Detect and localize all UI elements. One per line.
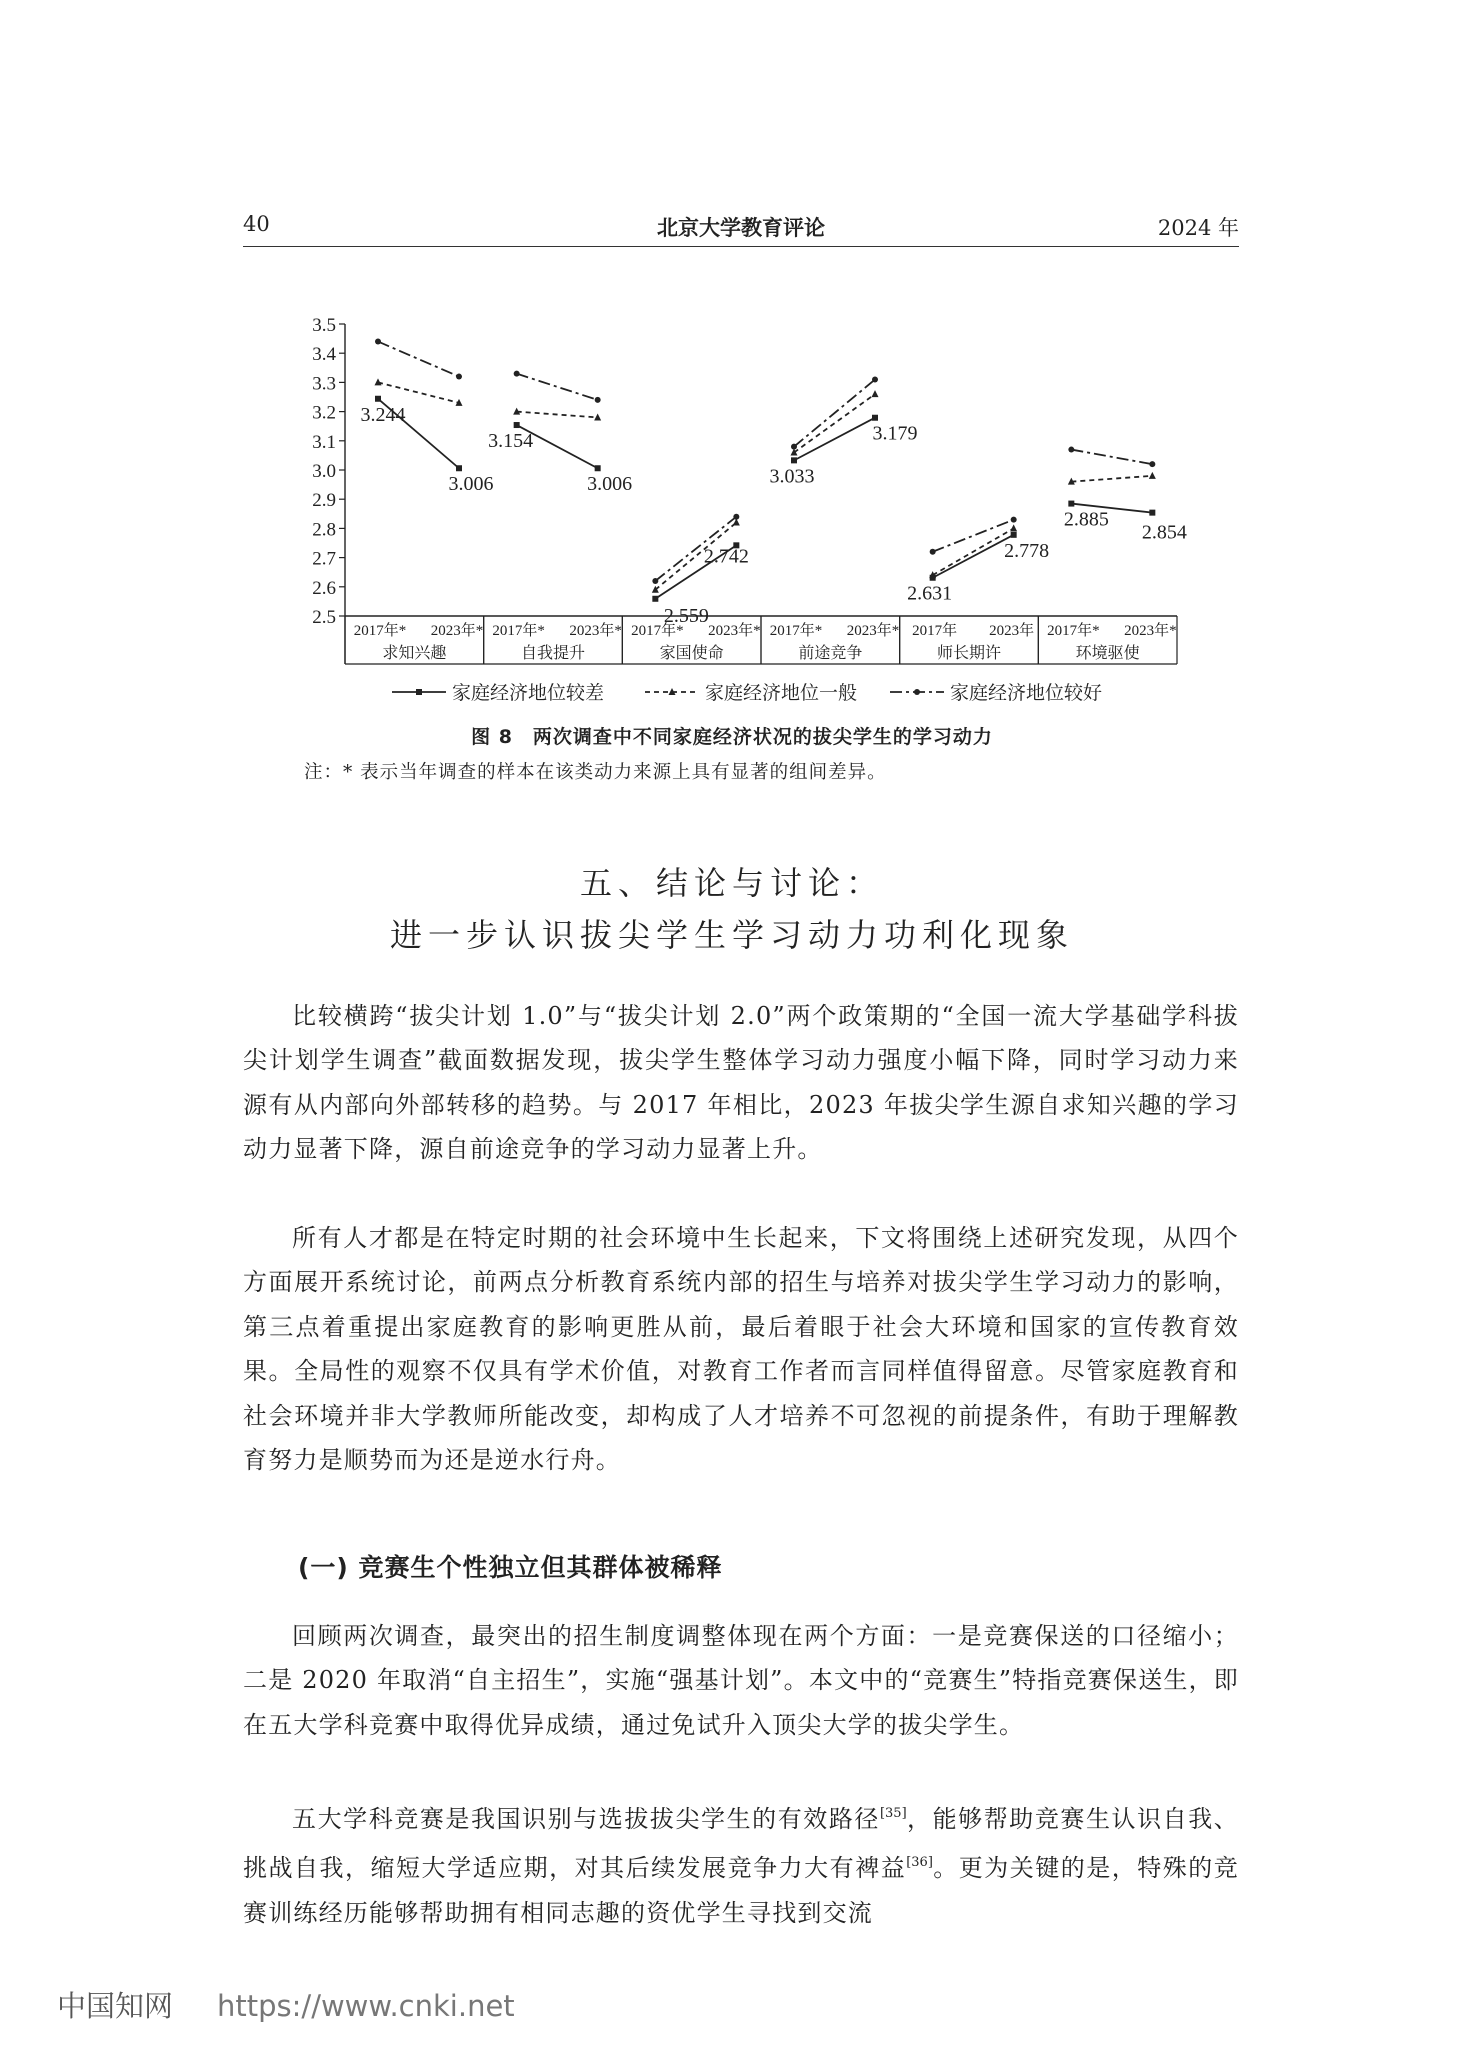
- series-line-mid: [1071, 476, 1152, 482]
- point-mid: [791, 448, 798, 455]
- y-tick-label: 3.3: [312, 373, 336, 395]
- group-label: 家国使命: [659, 643, 724, 662]
- point-high: [375, 339, 381, 345]
- citation-35[interactable]: [35]: [879, 1806, 907, 1821]
- paragraph-3: 回顾两次调查，最突出的招生制度调整体现在两个方面：一是竞赛保送的口径缩小；二是 2020 年取消“自主招生”，实施“强基计划”。本文中的“竞赛生”特指竞赛保送生，即在五大学科竞赛中取得优异成绩，通过免试升入顶尖大学的拔尖学生。: [243, 1622, 1239, 1739]
- data-label: 3.006: [448, 473, 494, 496]
- header-year: 2024 年: [1157, 216, 1239, 240]
- series-line-high: [517, 374, 598, 400]
- point-mid: [375, 378, 382, 385]
- y-tick-label: 2.5: [312, 607, 336, 628]
- series-line-mid: [933, 528, 1014, 575]
- point-high: [652, 578, 658, 584]
- x-tick-label: 2017年: [912, 623, 958, 639]
- paragraph-4: [243, 1792, 1239, 1935]
- point-low: [375, 396, 381, 402]
- legend-label: 家庭经济地位一般: [705, 682, 858, 704]
- data-label: 3.033: [769, 465, 815, 488]
- x-tick-label: 2023年: [989, 623, 1035, 639]
- x-tick-label: 2023年*: [708, 623, 761, 639]
- point-high: [930, 549, 936, 555]
- y-tick-label: 3.1: [312, 431, 336, 453]
- point-low: [456, 465, 462, 471]
- point-low: [514, 422, 520, 428]
- point-mid: [1010, 524, 1017, 531]
- legend-marker: [416, 689, 422, 695]
- data-label: 3.244: [360, 403, 406, 426]
- paragraph-4-part-c: 。更为关键的是，特殊的竞赛训练经历能够帮助拥有相同志趣的资优学生寻找到交流: [243, 1854, 1240, 1927]
- x-tick-label: 2017年*: [769, 623, 823, 639]
- journal-title: 北京大学教育评论: [657, 216, 825, 240]
- figure-note: 注：* 表示当年调查的样本在该类动力来源上具有显著的组间差异。: [304, 762, 887, 783]
- point-low: [930, 575, 936, 581]
- point-high: [1149, 461, 1155, 467]
- data-label: 2.854: [1141, 521, 1187, 544]
- series-line-high: [794, 379, 875, 446]
- group-label: 自我提升: [520, 643, 586, 662]
- subsection-heading: (一) 竞赛生个性独立但其群体被稀释: [298, 1553, 723, 1582]
- series-line-high: [378, 342, 459, 377]
- series-line-high: [1071, 450, 1152, 465]
- x-tick-label: 2023年*: [846, 623, 900, 639]
- group-label: 前途竞争: [798, 643, 863, 662]
- x-tick-label: 2023年*: [1124, 623, 1177, 639]
- group-label: 求知兴趣: [382, 643, 447, 662]
- x-tick-label: 2017年*: [492, 623, 545, 639]
- point-low: [791, 457, 797, 463]
- page-number: 40: [243, 212, 270, 236]
- point-high: [595, 397, 601, 403]
- point-high: [456, 374, 462, 380]
- x-tick-label: 2017年*: [1047, 623, 1100, 639]
- point-low: [1011, 532, 1017, 538]
- site-url[interactable]: https://www.cnki.net: [217, 1989, 515, 2023]
- data-label: 2.885: [1063, 508, 1109, 531]
- data-label: 3.154: [488, 430, 534, 453]
- group-label: 环境驱使: [1075, 643, 1140, 662]
- y-tick-label: 3.4: [312, 344, 336, 366]
- watermark-footer: [57, 1984, 515, 2025]
- y-tick-label: 2.8: [312, 519, 336, 541]
- data-label: 2.742: [703, 545, 749, 568]
- legend-marker: [914, 689, 920, 695]
- series-line-low: [933, 535, 1014, 578]
- y-tick-label: 2.9: [312, 490, 336, 512]
- y-tick-label: 3.0: [312, 461, 336, 482]
- line-chart: [0, 0, 1464, 720]
- citation-36[interactable]: [36]: [906, 1855, 933, 1871]
- point-low: [595, 465, 601, 471]
- data-label: 2.778: [1004, 539, 1050, 562]
- data-label: 2.559: [663, 604, 709, 627]
- point-high: [1011, 517, 1017, 523]
- point-mid: [872, 390, 879, 397]
- point-mid: [1149, 472, 1156, 479]
- section-subtitle: 进一步认识拔尖学生学习动力功利化现象: [389, 916, 1074, 954]
- site-logo-text: 中国知网: [57, 1989, 174, 2023]
- series-line-high: [933, 520, 1014, 552]
- y-tick-label: 2.7: [312, 548, 336, 570]
- data-label: 3.006: [587, 473, 633, 496]
- y-tick-label: 3.5: [312, 315, 336, 336]
- figure-caption: 图 8 两次调查中不同家庭经济状况的拔尖学生的学习动力: [471, 726, 993, 748]
- data-label: 2.631: [907, 582, 953, 605]
- point-low: [872, 415, 878, 421]
- point-low: [652, 596, 658, 602]
- x-tick-label: 2017年*: [353, 623, 407, 639]
- x-tick-label: 2017年*: [631, 623, 684, 639]
- series-line-mid: [517, 412, 598, 418]
- y-tick-label: 3.2: [312, 402, 336, 424]
- point-high: [872, 376, 878, 382]
- paragraph-4-part-a: 五大学科竞赛是我国识别与选拔拔尖学生的有效路径: [292, 1805, 880, 1833]
- paragraph-1: 比较横跨“拔尖计划 1.0”与“拔尖计划 2.0”两个政策期的“全国一流大学基础学科拔尖计划学生调查”截面数据发现，拔尖学生整体学习动力强度小幅下降，同时学习动力来源有从内部向外部转移的趋势。与 2017 年相比，2023 年拔尖学生源自求知兴趣的学习动力显著下降，源自前途竞争的学习动力显著上升。: [243, 1002, 1239, 1164]
- x-tick-label: 2023年*: [569, 623, 622, 639]
- series-line-mid: [378, 382, 459, 402]
- data-label: 3.179: [872, 422, 918, 445]
- paragraph-4-part-b: ，能够帮助竞赛生认识自我、挑战自我，缩短大学适应期，对其后续发展竞争力大有裨益: [243, 1805, 1239, 1883]
- point-high: [1068, 447, 1074, 453]
- group-label: 师长期许: [936, 643, 1002, 662]
- legend-label: 家庭经济地位较差: [452, 682, 605, 704]
- point-high: [514, 371, 520, 377]
- legend-label: 家庭经济地位较好: [950, 682, 1103, 704]
- point-mid: [594, 413, 601, 420]
- x-tick-label: 2023年*: [430, 623, 484, 639]
- section-title: 五、结论与讨论：: [579, 864, 884, 902]
- y-tick-label: 2.6: [312, 577, 336, 599]
- paragraph-2: 所有人才都是在特定时期的社会环境中生长起来，下文将围绕上述研究发现，从四个方面展开系统讨论，前两点分析教育系统内部的招生与培养对拔尖学生学习动力的影响，第三点着重提出家庭教育的影响更胜从前，最后着眼于社会大环境和国家的宣传教育效果。全局性的观察不仅具有学术价值，对教育工作者而言同样值得留意。尽管家庭教育和社会环境并非大学教师所能改变，却构成了人才培养不可忽视的前提条件，有助于理解教育努力是顺势而为还是逆水行舟。: [243, 1224, 1239, 1475]
- point-low: [1068, 501, 1074, 507]
- point-low: [1149, 510, 1155, 516]
